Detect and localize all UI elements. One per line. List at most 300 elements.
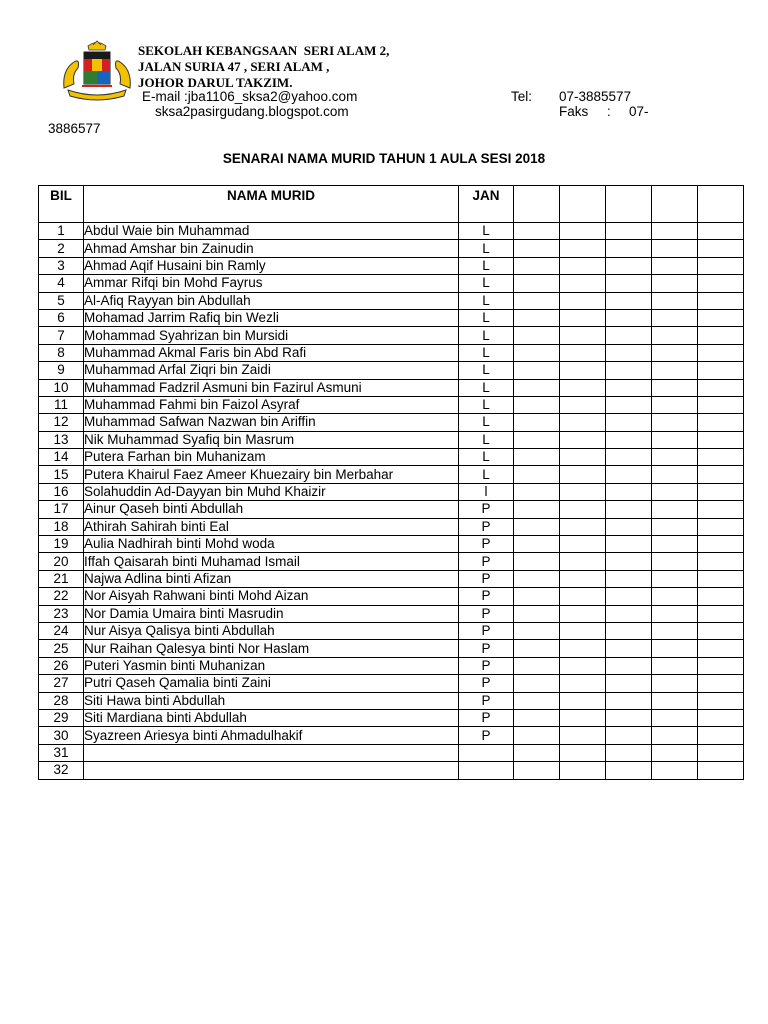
blank-cell — [652, 588, 698, 605]
blank-cell — [698, 483, 744, 500]
blank-cell — [652, 692, 698, 709]
student-name-cell: Athirah Sahirah binti Eal — [84, 518, 459, 535]
row-number-cell: 21 — [39, 570, 84, 587]
blank-cell — [652, 257, 698, 274]
student-name-cell: Putera Farhan bin Muhanizam — [84, 449, 459, 466]
blank-cell — [652, 275, 698, 292]
row-number-cell: 13 — [39, 431, 84, 448]
blank-cell — [514, 762, 560, 779]
table-row — [39, 657, 744, 674]
student-name-cell: Muhammad Akmal Faris bin Abd Rafi — [84, 344, 459, 361]
table-row — [39, 396, 744, 413]
blank-cell — [606, 240, 652, 257]
blank-cell — [698, 292, 744, 309]
table-row — [39, 292, 744, 309]
blank-cell — [606, 327, 652, 344]
blank-cell — [560, 675, 606, 692]
blank-cell — [560, 396, 606, 413]
table-row — [39, 223, 744, 240]
student-name-cell: Nor Damia Umaira binti Masrudin — [84, 605, 459, 622]
student-name-cell — [84, 744, 459, 761]
blank-cell — [652, 744, 698, 761]
blank-cell — [698, 640, 744, 657]
blank-cell — [514, 396, 560, 413]
gender-cell: P — [459, 570, 514, 587]
table-body — [39, 223, 744, 780]
student-name-cell: Iffah Qaisarah binti Muhamad Ismail — [84, 553, 459, 570]
gender-cell: l — [459, 483, 514, 500]
gender-cell: P — [459, 709, 514, 726]
blank-cell — [606, 362, 652, 379]
blank-cell — [652, 536, 698, 553]
student-roster-table — [38, 185, 744, 780]
blank-cell — [606, 414, 652, 431]
gender-cell: P — [459, 518, 514, 535]
blank-cell — [606, 501, 652, 518]
table-row — [39, 605, 744, 622]
blank-cell — [560, 605, 606, 622]
blank-cell — [698, 379, 744, 396]
row-number-cell: 11 — [39, 396, 84, 413]
blank-cell — [698, 744, 744, 761]
row-number-cell: 10 — [39, 379, 84, 396]
blank-cell — [606, 588, 652, 605]
blank-cell — [606, 223, 652, 240]
blank-cell — [606, 449, 652, 466]
gender-cell: L — [459, 362, 514, 379]
row-number-cell: 19 — [39, 536, 84, 553]
blank-cell — [514, 570, 560, 587]
blank-cell — [698, 501, 744, 518]
row-number-cell: 9 — [39, 362, 84, 379]
blank-cell — [606, 657, 652, 674]
table-row — [39, 553, 744, 570]
row-number-cell: 28 — [39, 692, 84, 709]
blank-cell — [560, 501, 606, 518]
blank-cell — [698, 605, 744, 622]
blank-cell — [514, 675, 560, 692]
table-row — [39, 362, 744, 379]
tel-label: Tel: — [511, 89, 533, 104]
student-name-cell: Nik Muhammad Syafiq bin Masrum — [84, 431, 459, 448]
blank-cell — [652, 466, 698, 483]
blank-cell — [606, 536, 652, 553]
blank-cell — [514, 257, 560, 274]
row-number-cell: 1 — [39, 223, 84, 240]
blank-cell — [514, 379, 560, 396]
blank-cell — [652, 553, 698, 570]
row-number-cell: 31 — [39, 744, 84, 761]
blank-cell — [560, 275, 606, 292]
table-row — [39, 640, 744, 657]
row-number-cell: 15 — [39, 466, 84, 483]
blank-cell — [698, 588, 744, 605]
gender-cell: L — [459, 327, 514, 344]
blank-cell — [652, 501, 698, 518]
blank-cell — [514, 292, 560, 309]
row-number-cell: 32 — [39, 762, 84, 779]
table-row — [39, 449, 744, 466]
header-bil: BIL — [39, 186, 84, 223]
table-row — [39, 518, 744, 535]
blank-cell — [514, 709, 560, 726]
blank-cell — [560, 762, 606, 779]
blank-cell — [560, 553, 606, 570]
student-name-cell: Puteri Yasmin binti Muhanizan — [84, 657, 459, 674]
table-row — [39, 257, 744, 274]
row-number-cell: 12 — [39, 414, 84, 431]
row-number-cell: 5 — [39, 292, 84, 309]
blank-cell — [606, 466, 652, 483]
fax-separator: : — [607, 104, 611, 119]
blank-cell — [698, 327, 744, 344]
gender-cell: L — [459, 379, 514, 396]
blank-cell — [514, 501, 560, 518]
tel-value: 07-3885577 — [559, 89, 632, 104]
blank-cell — [560, 466, 606, 483]
blank-cell — [698, 344, 744, 361]
blank-cell — [560, 257, 606, 274]
blank-cell — [560, 414, 606, 431]
table-row — [39, 240, 744, 257]
row-number-cell: 29 — [39, 709, 84, 726]
blank-cell — [652, 327, 698, 344]
blank-cell — [560, 223, 606, 240]
blank-cell — [606, 483, 652, 500]
blank-cell — [698, 414, 744, 431]
blank-cell — [652, 622, 698, 639]
blank-cell — [514, 309, 560, 326]
gender-cell: P — [459, 553, 514, 570]
table-row — [39, 588, 744, 605]
blank-cell — [652, 396, 698, 413]
gender-cell: P — [459, 622, 514, 639]
blank-cell — [652, 309, 698, 326]
student-name-cell: Muhammad Fahmi bin Faizol Asyraf — [84, 396, 459, 413]
row-number-cell: 6 — [39, 309, 84, 326]
blank-cell — [652, 414, 698, 431]
table-row — [39, 275, 744, 292]
blank-cell — [652, 379, 698, 396]
blank-cell — [652, 362, 698, 379]
blank-cell — [606, 257, 652, 274]
table-row — [39, 414, 744, 431]
row-number-cell: 25 — [39, 640, 84, 657]
row-number-cell: 30 — [39, 727, 84, 744]
blank-cell — [606, 692, 652, 709]
blank-cell — [606, 744, 652, 761]
gender-cell — [459, 744, 514, 761]
student-name-cell: Ammar Rifqi bin Mohd Fayrus — [84, 275, 459, 292]
blank-cell — [560, 622, 606, 639]
blank-cell — [698, 692, 744, 709]
blank-cell — [606, 570, 652, 587]
blank-cell — [652, 240, 698, 257]
blank-cell — [560, 362, 606, 379]
student-name-cell: Najwa Adlina binti Afizan — [84, 570, 459, 587]
gender-cell: L — [459, 449, 514, 466]
blank-cell — [698, 309, 744, 326]
blank-cell — [560, 709, 606, 726]
gender-cell: P — [459, 536, 514, 553]
gender-cell: L — [459, 257, 514, 274]
fax-value-start: 07- — [629, 104, 649, 119]
gender-cell: L — [459, 431, 514, 448]
blank-cell — [652, 223, 698, 240]
gender-cell: L — [459, 466, 514, 483]
blank-cell — [514, 466, 560, 483]
blank-cell — [514, 553, 560, 570]
blank-cell — [514, 223, 560, 240]
blank-cell — [652, 431, 698, 448]
blank-cell — [698, 223, 744, 240]
table-row — [39, 344, 744, 361]
blank-cell — [514, 692, 560, 709]
malaysia-coat-of-arms-icon — [58, 40, 136, 102]
blank-cell — [514, 657, 560, 674]
row-number-cell: 18 — [39, 518, 84, 535]
blank-cell — [698, 449, 744, 466]
blank-cell — [698, 240, 744, 257]
blank-cell — [560, 292, 606, 309]
school-name: SEKOLAH KEBANGSAAN SERI ALAM 2, — [138, 43, 390, 58]
blank-cell — [606, 309, 652, 326]
gender-cell: L — [459, 414, 514, 431]
blank-cell — [560, 327, 606, 344]
table-row — [39, 309, 744, 326]
blank-cell — [652, 344, 698, 361]
blank-cell — [652, 640, 698, 657]
row-number-cell: 27 — [39, 675, 84, 692]
blank-cell — [514, 431, 560, 448]
blank-cell — [606, 379, 652, 396]
row-number-cell: 14 — [39, 449, 84, 466]
blank-cell — [560, 640, 606, 657]
student-name-cell: Putri Qaseh Qamalia binti Zaini — [84, 675, 459, 692]
table-row — [39, 431, 744, 448]
blank-cell — [652, 483, 698, 500]
blank-cell — [606, 553, 652, 570]
gender-cell: L — [459, 396, 514, 413]
student-name-cell: Aulia Nadhirah binti Mohd woda — [84, 536, 459, 553]
blank-cell — [560, 692, 606, 709]
student-name-cell: Solahuddin Ad-Dayyan bin Muhd Khaizir — [84, 483, 459, 500]
table-row — [39, 622, 744, 639]
blank-cell — [698, 657, 744, 674]
table-row — [39, 762, 744, 779]
gender-cell: L — [459, 240, 514, 257]
blank-cell — [606, 431, 652, 448]
table-row — [39, 692, 744, 709]
student-name-cell: Nur Aisya Qalisya binti Abdullah — [84, 622, 459, 639]
blank-cell — [698, 275, 744, 292]
table-row — [39, 483, 744, 500]
table-row — [39, 570, 744, 587]
blank-cell — [698, 727, 744, 744]
blank-cell — [652, 292, 698, 309]
blank-cell — [560, 744, 606, 761]
blank-cell — [698, 622, 744, 639]
table-row — [39, 327, 744, 344]
header-blank-cell — [514, 186, 560, 223]
blank-cell — [698, 553, 744, 570]
blank-cell — [606, 762, 652, 779]
blank-cell — [514, 605, 560, 622]
blank-cell — [606, 640, 652, 657]
blank-cell — [606, 518, 652, 535]
blank-cell — [514, 327, 560, 344]
row-number-cell: 26 — [39, 657, 84, 674]
blank-cell — [514, 622, 560, 639]
blank-cell — [606, 675, 652, 692]
blank-cell — [560, 518, 606, 535]
row-number-cell: 16 — [39, 483, 84, 500]
blank-cell — [652, 727, 698, 744]
table-row — [39, 744, 744, 761]
gender-cell: P — [459, 692, 514, 709]
student-name-cell: Mohammad Syahrizan bin Mursidi — [84, 327, 459, 344]
school-address-state: JOHOR DARUL TAKZIM. — [138, 75, 293, 90]
school-blog: sksa2pasirgudang.blogspot.com — [155, 104, 349, 119]
blank-cell — [652, 449, 698, 466]
blank-cell — [652, 709, 698, 726]
fax-value-end: 3886577 — [48, 121, 101, 136]
row-number-cell: 23 — [39, 605, 84, 622]
blank-cell — [606, 727, 652, 744]
gender-cell: P — [459, 605, 514, 622]
row-number-cell: 8 — [39, 344, 84, 361]
table-row — [39, 709, 744, 726]
student-name-cell — [84, 762, 459, 779]
blank-cell — [652, 762, 698, 779]
table-row — [39, 536, 744, 553]
blank-cell — [698, 396, 744, 413]
blank-cell — [560, 344, 606, 361]
blank-cell — [514, 727, 560, 744]
student-name-cell: Ahmad Amshar bin Zainudin — [84, 240, 459, 257]
student-name-cell: Ahmad Aqif Husaini bin Ramly — [84, 257, 459, 274]
student-name-cell: Muhammad Safwan Nazwan bin Ariffin — [84, 414, 459, 431]
student-name-cell: Muhammad Fadzril Asmuni bin Fazirul Asmuni — [84, 379, 459, 396]
school-email: E-mail :jba1106_sksa2@yahoo.com — [142, 89, 358, 104]
row-number-cell: 22 — [39, 588, 84, 605]
blank-cell — [560, 657, 606, 674]
gender-cell: P — [459, 727, 514, 744]
blank-cell — [514, 414, 560, 431]
row-number-cell: 4 — [39, 275, 84, 292]
header-blank-cell — [652, 186, 698, 223]
blank-cell — [560, 240, 606, 257]
gender-cell: L — [459, 309, 514, 326]
blank-cell — [698, 675, 744, 692]
blank-cell — [652, 657, 698, 674]
blank-cell — [514, 275, 560, 292]
blank-cell — [698, 762, 744, 779]
blank-cell — [560, 449, 606, 466]
student-name-cell: Siti Mardiana binti Abdullah — [84, 709, 459, 726]
row-number-cell: 3 — [39, 257, 84, 274]
blank-cell — [606, 622, 652, 639]
blank-cell — [698, 362, 744, 379]
blank-cell — [652, 570, 698, 587]
student-name-cell: Siti Hawa binti Abdullah — [84, 692, 459, 709]
blank-cell — [560, 379, 606, 396]
header-jan: JAN — [459, 186, 514, 223]
blank-cell — [606, 605, 652, 622]
blank-cell — [560, 431, 606, 448]
student-name-cell: Ainur Qaseh binti Abdullah — [84, 501, 459, 518]
table-row — [39, 466, 744, 483]
blank-cell — [514, 362, 560, 379]
blank-cell — [606, 709, 652, 726]
header-blank-cell — [606, 186, 652, 223]
gender-cell: L — [459, 275, 514, 292]
blank-cell — [560, 309, 606, 326]
header-nama-murid: NAMA MURID — [84, 186, 459, 223]
row-number-cell: 2 — [39, 240, 84, 257]
gender-cell: L — [459, 292, 514, 309]
blank-cell — [698, 257, 744, 274]
school-address-street: JALAN SURIA 47 , SERI ALAM , — [138, 59, 330, 74]
student-name-cell: Nor Aisyah Rahwani binti Mohd Aizan — [84, 588, 459, 605]
row-number-cell: 20 — [39, 553, 84, 570]
table-header-row — [39, 186, 744, 223]
table-row — [39, 501, 744, 518]
blank-cell — [514, 536, 560, 553]
blank-cell — [606, 344, 652, 361]
gender-cell: P — [459, 640, 514, 657]
blank-cell — [606, 292, 652, 309]
blank-cell — [698, 518, 744, 535]
blank-cell — [560, 483, 606, 500]
blank-cell — [514, 640, 560, 657]
table-row — [39, 379, 744, 396]
student-name-cell: Nur Raihan Qalesya binti Nor Haslam — [84, 640, 459, 657]
student-name-cell: Al-Afiq Rayyan bin Abdullah — [84, 292, 459, 309]
blank-cell — [698, 536, 744, 553]
blank-cell — [514, 240, 560, 257]
blank-cell — [514, 518, 560, 535]
table-row — [39, 727, 744, 744]
row-number-cell: 17 — [39, 501, 84, 518]
blank-cell — [698, 709, 744, 726]
row-number-cell: 24 — [39, 622, 84, 639]
gender-cell: P — [459, 588, 514, 605]
header-blank-cell — [698, 186, 744, 223]
gender-cell: L — [459, 344, 514, 361]
table-row — [39, 675, 744, 692]
student-name-cell: Muhammad Arfal Ziqri bin Zaidi — [84, 362, 459, 379]
student-name-cell: Abdul Waie bin Muhammad — [84, 223, 459, 240]
blank-cell — [560, 570, 606, 587]
gender-cell: P — [459, 675, 514, 692]
blank-cell — [652, 518, 698, 535]
blank-cell — [514, 588, 560, 605]
blank-cell — [560, 536, 606, 553]
blank-cell — [514, 344, 560, 361]
student-name-cell: Putera Khairul Faez Ameer Khuezairy bin Merbahar — [84, 466, 459, 483]
blank-cell — [698, 570, 744, 587]
blank-cell — [514, 449, 560, 466]
page-title: SENARAI NAMA MURID TAHUN 1 AULA SESI 2018 — [222, 151, 546, 166]
blank-cell — [514, 483, 560, 500]
gender-cell: P — [459, 501, 514, 518]
blank-cell — [652, 675, 698, 692]
blank-cell — [698, 466, 744, 483]
row-number-cell: 7 — [39, 327, 84, 344]
gender-cell: L — [459, 223, 514, 240]
gender-cell — [459, 762, 514, 779]
